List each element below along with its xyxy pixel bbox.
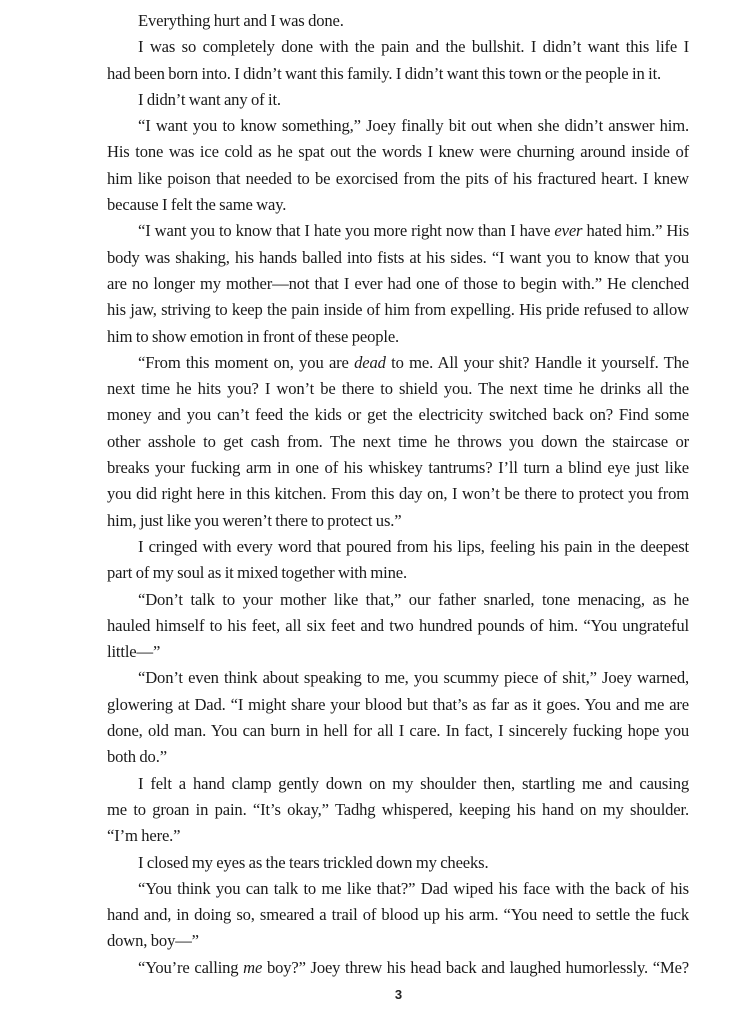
text-line: both do.” <box>107 747 167 767</box>
text-line: glowering at Dad. “I might share your blood but that’s as far as it goes. You and me are <box>107 694 689 714</box>
text-line: done, old man. You can burn in hell for all I care. In fact, I sincerely fucking hope you <box>107 721 689 741</box>
text-line: “Don’t talk to your mother like that,” our father snarled, tone menacing, as he <box>138 589 689 609</box>
text-line: money and you can’t feed the kids or get the electricity switched back on? Find some <box>107 405 689 425</box>
paragraph <box>107 218 689 349</box>
text-line: little—” <box>107 642 161 662</box>
emphasis-text: ever <box>554 221 583 241</box>
text-line <box>107 218 689 244</box>
paragraph <box>107 350 689 534</box>
paragraph <box>107 587 689 666</box>
text-line: I was so completely done with the pain and the bullshit. I didn’t want this life I <box>138 37 689 57</box>
text-line: I cringed with every word that poured from his lips, feeling his pain in the deepest <box>138 536 689 556</box>
text-line: part of my soul as it mixed together with mine. <box>107 563 407 583</box>
text-line: “Don’t even think about speaking to me, you scummy piece of shit,” Joey warned, <box>138 668 689 688</box>
text-line: Everything hurt and I was done. <box>138 11 344 30</box>
text-line <box>107 955 689 981</box>
text-line: “I’m here.” <box>107 826 181 846</box>
text-line: other asshole to get cash from. The next time he throws you down the staircase or <box>107 431 689 451</box>
text-run: hated him.” His <box>582 221 690 241</box>
paragraph <box>107 8 689 34</box>
paragraph <box>107 876 689 955</box>
paragraph <box>107 955 689 981</box>
text-line: “You think you can talk to me like that?” Dad wiped his face with the back of his <box>138 878 689 898</box>
text-line: body was shaking, his hands balled into fists at his sides. “I want you to know that you <box>107 247 689 267</box>
text-run: “I want you to know that I hate you more right now than I have <box>138 221 555 241</box>
paragraph <box>107 534 689 587</box>
text-line: are no longer my mother—not that I ever had one of those to begin with.” He clenched <box>107 273 689 293</box>
text-line: next time he hits you? I won’t be there to shield you. The next time he drinks all the <box>107 379 689 399</box>
text-run: boy?” Joey threw his head back and laughed humorlessly. “Me? <box>262 957 689 977</box>
body-text <box>107 8 689 981</box>
text-line: his jaw, striving to keep the pain inside of him from expelling. His pride refused to allow <box>107 300 689 320</box>
text-line: “I want you to know something,” Joey finally bit out when she didn’t answer him. <box>138 116 689 136</box>
text-line: had been born into. I didn’t want this family. I didn’t want this town or the people in it. <box>107 63 662 83</box>
text-line: I didn’t want any of it. <box>138 89 281 109</box>
paragraph <box>107 665 689 770</box>
paragraph <box>107 113 689 218</box>
text-line: hand and, in doing so, smeared a trail of blood up his arm. “You need to settle the fuck <box>107 905 689 925</box>
page-number: 3 <box>394 987 403 1002</box>
text-line: down, boy—” <box>107 931 199 951</box>
text-line: I closed my eyes as the tears trickled down my cheeks. <box>138 852 489 872</box>
text-run: “From this moment on, you are <box>138 352 355 372</box>
text-line: him like poison that needed to be exorcised from the pits of his fractured heart. I knew <box>107 168 689 188</box>
paragraph <box>107 771 689 850</box>
text-line: him to show emotion in front of these people. <box>107 326 400 346</box>
paragraph <box>107 34 689 87</box>
emphasis-text: dead <box>354 352 386 372</box>
text-line: breaks your fucking arm in one of his whiskey tantrums? I’ll turn a blind eye just like <box>107 458 689 478</box>
emphasis-text: me <box>243 957 263 977</box>
text-line: hauled himself to his feet, all six feet and two hundred pounds of him. “You ungrateful <box>107 615 689 635</box>
text-line: I felt a hand clamp gently down on my shoulder then, startling me and causing <box>138 773 689 793</box>
text-line: because I felt the same way. <box>107 195 287 215</box>
paragraph <box>107 850 689 876</box>
text-line: you did right here in this kitchen. From this day on, I won’t be there to protect you from <box>107 484 689 504</box>
text-line: me to groan in pain. “It’s okay,” Tadhg whispered, keeping his hand on my shoulder. <box>107 799 689 819</box>
paragraph <box>107 87 689 113</box>
text-line: His tone was ice cold as he spat out the words I knew were churning around inside of <box>107 142 689 162</box>
text-line <box>107 350 689 376</box>
text-line: him, just like you weren’t there to protect us.” <box>107 510 402 530</box>
text-run: “You’re calling <box>138 957 244 977</box>
text-run: to me. All your shit? Handle it yourself. The <box>385 352 689 372</box>
